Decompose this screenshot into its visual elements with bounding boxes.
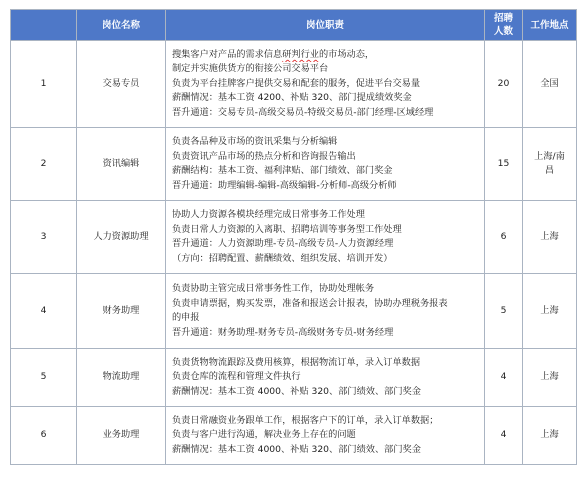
headcount: 20 <box>485 41 523 128</box>
header-position-duties: 岗位职责 <box>166 10 485 41</box>
table-body <box>11 41 577 465</box>
work-location <box>523 349 577 407</box>
location-line: 全国 <box>540 77 559 89</box>
headcount: 5 <box>485 274 523 349</box>
duty-line: 晋升通道：财务助理-财务专员-高级财务专员-财务经理 <box>172 326 394 338</box>
position-duties <box>166 274 485 349</box>
duty-line: 薪酬情况：基本工资 4200、补贴 320、部门提成绩效奖金 <box>172 92 412 104</box>
duty-line: 负责申请票据，购买发票，准备和报送会计报表，协助办理税务报表 <box>172 297 448 309</box>
headcount: 4 <box>485 407 523 465</box>
table-row <box>11 407 577 465</box>
duty-line: 制定并实施供货方的衔接公司交易平台 <box>172 63 329 75</box>
duty-line: 晋升通道：交易专员-高级交易员-特级交易员-部门经理-区域经理 <box>172 106 434 118</box>
duty-line: 负责货物物流跟踪及费用核算，根据物流订单，录入订单数据 <box>172 356 421 368</box>
header-headcount-line-1: 招聘 <box>493 13 513 24</box>
location-line: 上海 <box>540 304 559 316</box>
duty-line: 负责与客户进行沟通，解决业务上存在的问题 <box>172 429 356 441</box>
position-duties <box>166 128 485 201</box>
duty-line: 负责日常人力资源的入离职、招聘培训等事务型工作处理 <box>172 223 402 235</box>
work-location <box>523 274 577 349</box>
location-line: 上海/南 <box>534 150 565 162</box>
header-headcount-line-2: 人数 <box>493 26 513 37</box>
duty-line: （方向：招聘配置、薪酬绩效、组织发展、培训开发） <box>172 252 393 264</box>
duty-line: 薪酬情况：基本工资 4000、补贴 320、部门绩效、部门奖金 <box>172 443 421 455</box>
position-name: 交易专员 <box>77 41 166 128</box>
table-header-row <box>11 10 577 41</box>
table-row <box>11 274 577 349</box>
header-headcount <box>485 10 523 41</box>
header-location: 工作地点 <box>523 10 577 41</box>
location-line: 上海 <box>540 230 559 242</box>
position-duties <box>166 349 485 407</box>
work-location <box>523 407 577 465</box>
position-duties <box>166 407 485 465</box>
row-index: 4 <box>11 274 77 349</box>
spellcheck-underline: 研判行业 <box>282 48 319 60</box>
duty-line: 负责为平台挂牌客户提供交易和配套的服务，促进平台交易量 <box>172 77 421 89</box>
duty-line: 负责协助主管完成日常事务性工作，协助处理帐务 <box>172 283 375 294</box>
row-index: 2 <box>11 128 77 201</box>
duty-line: 负责各品种及市场的资讯采集与分析编辑 <box>172 136 338 147</box>
table-row <box>11 128 577 201</box>
position-name: 业务助理 <box>77 407 166 465</box>
row-index: 6 <box>11 407 77 465</box>
position-name: 资讯编辑 <box>77 128 166 201</box>
work-location <box>523 41 577 128</box>
duty-line: 薪酬结构：基本工资、福利津贴、部门绩效、部门奖金 <box>172 165 393 176</box>
location-line: 上海 <box>540 429 559 441</box>
headcount: 15 <box>485 128 523 201</box>
duty-line: 搜集客户对产品的需求信息研判行业的市场动态， <box>172 48 375 60</box>
duty-line: 晋升通道：人力资源助理-专员-高级专员-人力资源经理 <box>172 238 394 249</box>
row-index: 1 <box>11 41 77 128</box>
position-duties <box>166 201 485 274</box>
headcount: 6 <box>485 201 523 274</box>
duty-line: 负责仓库的流程和管理文件执行 <box>172 371 301 383</box>
table-row <box>11 349 577 407</box>
location-line: 昌 <box>544 165 555 176</box>
duty-line: 负责日常融资业务跟单工作，根据客户下的订单，录入订单数据； <box>172 414 439 426</box>
duty-line: 负责资讯产品市场的热点分析和咨询报告输出 <box>172 150 356 162</box>
job-listing-table-container <box>10 9 576 465</box>
duty-line: 晋升通道：助理编辑-编辑-高级编辑-分析师-高级分析师 <box>172 179 397 191</box>
header-index <box>11 10 77 41</box>
work-location <box>523 201 577 274</box>
work-location <box>523 128 577 201</box>
position-name: 财务助理 <box>77 274 166 349</box>
position-name: 人力资源助理 <box>77 201 166 274</box>
duty-line: 薪酬情况：基本工资 4000、补贴 320、部门绩效、部门奖金 <box>172 385 421 397</box>
duty-line: 协助人力资源各模块经理完成日常事务工作处理 <box>172 209 365 220</box>
table-row <box>11 41 577 128</box>
table-row <box>11 201 577 274</box>
duty-line: 的申报 <box>172 312 200 323</box>
headcount: 4 <box>485 349 523 407</box>
position-duties <box>166 41 485 128</box>
header-position-name: 岗位名称 <box>77 10 166 41</box>
row-index: 5 <box>11 349 77 407</box>
location-line: 上海 <box>540 371 559 383</box>
job-listing-table <box>10 9 577 465</box>
row-index: 3 <box>11 201 77 274</box>
position-name: 物流助理 <box>77 349 166 407</box>
